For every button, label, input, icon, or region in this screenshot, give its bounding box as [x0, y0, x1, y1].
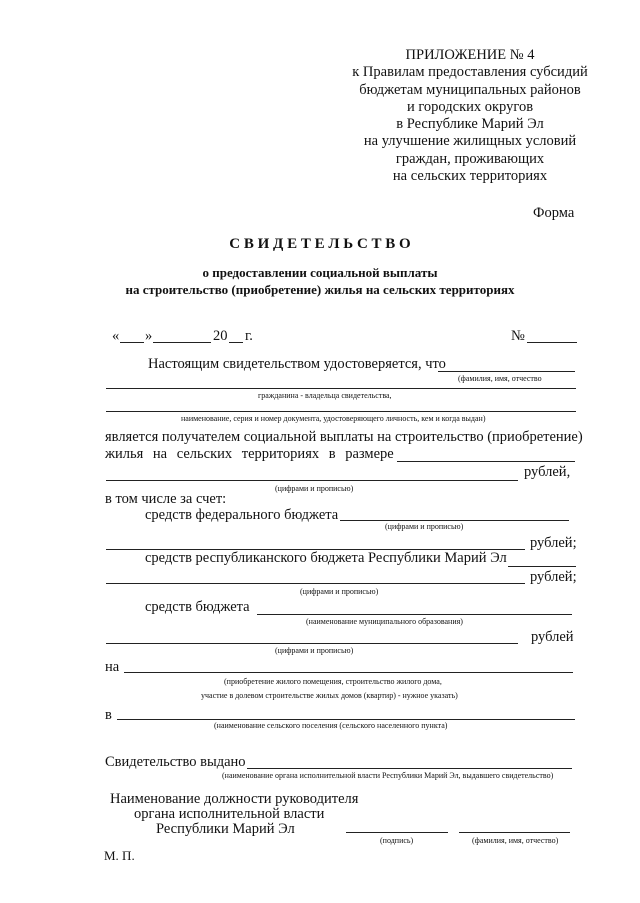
- appendix-line: граждан, проживающих: [395, 150, 545, 167]
- federal-rubles-label: рублей;: [530, 535, 577, 551]
- date-open-quote: «: [112, 328, 120, 344]
- signature-field[interactable]: [346, 832, 448, 833]
- number-label: №: [511, 328, 525, 344]
- caption-settlement: (наименование сельского поселения (сельского населенного пункта): [214, 721, 448, 730]
- holder-field[interactable]: [106, 388, 576, 389]
- appendix-line: в Республике Марий Эл: [396, 116, 544, 133]
- caption-federal: (цифрами и прописью): [385, 522, 464, 531]
- fio-field[interactable]: [438, 371, 575, 372]
- issued-by-label: Свидетельство выдано: [105, 754, 246, 770]
- recipient-line-1: является получателем социальной выплаты на строительство (приобретение): [105, 429, 583, 445]
- certify-text: Настоящим свидетельством удостоверяется, что: [148, 356, 446, 372]
- stamp-label: М. П.: [104, 848, 135, 863]
- caption-official-name: (фамилия, имя, отчество): [472, 836, 559, 845]
- settlement-label: в: [105, 707, 112, 723]
- appendix-line: бюджетам муниципальных районов: [359, 81, 581, 98]
- official-title-line-3: Республики Марий Эл: [156, 821, 295, 837]
- purpose-field[interactable]: [124, 672, 573, 673]
- amount-field-part1[interactable]: [397, 461, 575, 462]
- official-title-line-1: Наименование должности руководителя: [110, 791, 359, 807]
- appendix-line: к Правилам предоставления субсидий: [352, 64, 588, 81]
- official-name-field[interactable]: [459, 832, 570, 833]
- document-title: С В И Д Е Т Е Л Ь С Т В О: [229, 236, 411, 252]
- settlement-field[interactable]: [117, 719, 575, 720]
- purpose-label: на: [105, 659, 120, 675]
- caption-signature: (подпись): [380, 836, 414, 845]
- appendix-heading: ПРИЛОЖЕНИЕ № 4: [405, 47, 535, 63]
- caption-municipal: (наименование муниципального образования): [306, 617, 463, 626]
- rubles-label: рублей,: [524, 464, 571, 480]
- federal-amount-field[interactable]: [340, 520, 569, 521]
- appendix-line: и городских округов: [406, 98, 534, 115]
- appendix-line: на сельских территориях: [392, 168, 548, 185]
- caption-issuer: (наименование органа исполнительной власти Республики Марий Эл, выдавшего свидетельство): [222, 771, 554, 780]
- caption-holder: гражданина - владельца свидетельства,: [258, 391, 392, 400]
- document-field[interactable]: [106, 411, 576, 412]
- official-title-line-2: органа исполнительной власти: [134, 806, 325, 822]
- amount-field-part2[interactable]: [106, 480, 518, 481]
- municipal-budget-label: средств бюджета: [145, 599, 250, 615]
- municipality-field[interactable]: [257, 614, 572, 615]
- republic-amount-field-2[interactable]: [106, 583, 525, 584]
- caption-purpose-2: участие в долевом строительстве жилых домов (квартир) - нужное указать): [201, 691, 458, 700]
- year-field[interactable]: [229, 342, 243, 343]
- month-field[interactable]: [153, 342, 211, 343]
- caption-purpose-1: (приобретение жилого помещения, строительство жилого дома,: [224, 677, 442, 686]
- recipient-line-2: жилья на сельских территориях в размере: [105, 446, 394, 462]
- caption-municipal-sum: (цифрами и прописью): [275, 646, 354, 655]
- appendix-line: на улучшение жилищных условий: [363, 133, 577, 150]
- issuer-field[interactable]: [247, 768, 572, 769]
- appendix-block: [320, 47, 620, 185]
- caption-document: наименование, серия и номер документа, удостоверяющего личность, кем и когда выдан): [181, 414, 486, 423]
- date-close-quote: »: [145, 328, 153, 344]
- federal-budget-label: средств федерального бюджета: [145, 507, 339, 523]
- year-prefix: 20: [213, 328, 228, 344]
- subtitle-line: о предоставлении социальной выплаты: [202, 265, 438, 280]
- number-field[interactable]: [527, 342, 577, 343]
- caption-republic: (цифрами и прописью): [300, 587, 379, 596]
- including-label: в том числе за счет:: [105, 491, 227, 507]
- caption-words: (цифрами и прописью): [275, 484, 354, 493]
- day-field[interactable]: [120, 342, 144, 343]
- form-label: Форма: [533, 205, 575, 221]
- municipal-amount-field[interactable]: [106, 643, 518, 644]
- republic-budget-label: средств республиканского бюджета Республики Марий Эл: [145, 550, 507, 566]
- republic-rubles-label: рублей;: [530, 569, 577, 585]
- year-suffix: г.: [245, 328, 253, 344]
- municipal-rubles-label: рублей: [531, 629, 574, 645]
- caption-fio: (фамилия, имя, отчество: [458, 374, 542, 383]
- republic-amount-field[interactable]: [508, 566, 576, 567]
- subtitle-line: на строительство (приобретение) жилья на сельских территориях: [125, 282, 515, 297]
